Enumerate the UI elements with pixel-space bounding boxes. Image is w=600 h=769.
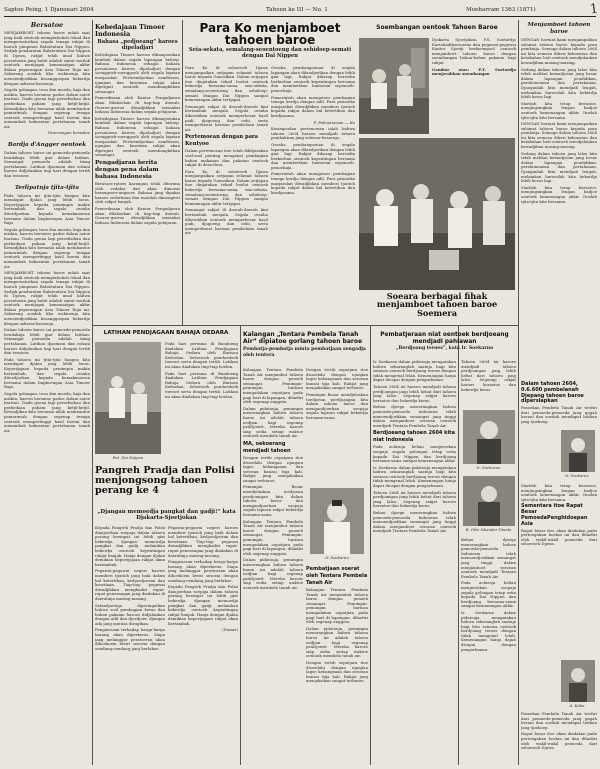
article-body: Oesaha pembangoenan di segala lapangan akan dilandjoetkan dengan lebih giat lagi. Rakjat diharap bersedia berkorban oentoek kepentingan bersama dan memberikan bantoean sepenoeh-penoehnja.	[271, 66, 355, 93]
article-body: Tahoen 2604 ini haroes mendjadi tahoen perdjoangan jang lebih hebat dari tahoen jang laloe. Segenap rakjat haroes bersatoe dan bekerdja keras.	[461, 360, 516, 392]
article-body: Marilah kita tetap bersatoe, menjingsingkan lengan badjoe oentoek kemenangan akhir. Itoelah tjita-tjita kita bersama.	[521, 100, 597, 120]
article-body: DENGAN hormat kami menjampaikan selamat tahoen baroe kepada para pembatja. Semoga dalam tahoen 2604 ini kita semoea diberi kekoeatan dan ketabahan hati oentoek mendjalankan kewadjiban masing-masing.	[521, 37, 597, 65]
photo-crowd	[359, 138, 515, 290]
article-body: Beliau djoega menerangkan bahwa pemoeda-pemoeda Indonesia telah menoendjoekkan semangat jang tinggi dalam menjamboet seroean oentoek mendjadi Tentara Pembela Tanah Air.	[373, 404, 456, 428]
article-body: Oesaha pembangoenan di segala lapangan akan dilandjoetkan dengan lebih giat lagi. Rakjat diharap bersedia berkorban oentoek kepentingan bersama dan memberikan bantoean sepenoeh-penoehnja.	[271, 141, 355, 170]
center-headline-box	[243, 330, 368, 364]
editorial-body: Segala golongan, toea dan moeda, kaja dan miskin, haroes bersatoe padoe dalam satoe barisan. Tiada goena lagi perselisihan dan perbedaan paham jang ketjil-ketjil. Kewadjiban kita bersama ialah membantoe pemerintah dengan segenap tenaga oentoek mempertinggi hasil boemi dan menambah kekoeatan pertahanan tanah air.	[4, 87, 90, 129]
article-heading: Bardja d'Angger oentoek	[7, 142, 87, 149]
right-subheading: „Berdjoang teroes”, kata Ir. Soekarno	[395, 346, 494, 352]
article-subheading: Bahasa „pedjoeang” haroes dipeladjari	[97, 39, 178, 51]
latihan-story	[165, 342, 238, 462]
right-col-a	[373, 360, 456, 764]
lead-headline: Para Ko menjamboet tahoen baroe	[199, 22, 341, 48]
article-body: Pasoekan Pembela Tanah Air terdiri dari pemoeda-pemoeda jang gagah berani dan soedah mendapat latihan jang tjoekoep.	[521, 405, 597, 424]
soekarno-caption: Ir. Soekarno	[325, 555, 349, 560]
article-body: Pegawai-pegawai negeri haroes memberi tjontoh jang baik dalam hal ketertiban, kedjoedjoeran dan kesetiaan. Tiap-tiap pegawai diwadjibkan menghadiri rapat-rapat penerangan jang diadakan di daerahnja masing-masing.	[95, 568, 165, 601]
article-heading: Pertemoean dengan para Kentyoo	[185, 134, 259, 148]
article-body: Para Ko di seloeroeh Djawa menjampaikan oetjapan selamat tahoen baroe kepada Gunseikan. Dalam oetjapan itoe dinjatakan tekad boelat oentoek bekerdja bersama-sama, seia-sekata, semalang-seoentoeng dan sehidoep-semati dengan Dai Nippon sampai kemenangan akhir tertjapai.	[185, 168, 268, 206]
article-body: Para Ko di seloeroeh Djawa menjampaikan oetjapan selamat tahoen baroe kepada Gunseikan. Dalam oetjapan itoe dinjatakan tekad boelat oentoek bekerdja bersama-sama, seia-sekata, semalang-seoentoeng dan sehidoep-semati dengan Dai Nippon sampai kemenangan akhir tertjapai.	[185, 66, 268, 103]
article-body: Kalangan Tentara Pembela Tanah Air menjambut tahoen baroe dengan penoeh semangat. Pemimpin-pemimpin barisan mengadakan oepatjara pada pagi hari di lapangan, dihadiri oleh segenap anggota.	[306, 587, 368, 625]
photo-story-body: Djakarta Sjoetjokan, P.S. Soetardjo Kartohadikoesoemo dan pegawai-pegawai Kantor Sjoetji berkoempoel oentoek menjamboet tahoen baroe dengan soembangan bahan-bahan pakaian bagi rakjat.	[432, 38, 516, 65]
masthead-date: Saptoe Peing, 1 Djanoeari 2604	[4, 7, 94, 13]
portrait-photo-3	[463, 410, 515, 464]
photo-heading: Soembangan oentoek Tahoen Baroe	[376, 24, 498, 31]
article-body: Dalam pidatonja, pemimpin menerangkan bahwa tahoen baroe ini adalah tahoen oedjian bagi segenap prADjoerit. Mereka haroes siap sedia setiap waktoe oentoek membela tanah air.	[306, 625, 368, 659]
pangreh-headline-box	[95, 466, 238, 508]
lead-article-col-a	[185, 66, 268, 324]
article-body: Pasoekan Pembela Tanah Air terdiri dari pemoeda-pemoeda jang gagah berani dan soedah mendapat latihan jang tjoekoep.	[521, 712, 597, 730]
article-body: Pada tahoen ini tjita-tjita bangsa kita mendapat djalan jang lebih loeas. Kepertjajaan kepada pemimpin makin bertambah, dan segala oesaha ditoedjoekan kepada kemakmoeran bersama dalam lingkoengan Asia Timoer Raja.	[4, 192, 90, 226]
article-body: Kesimpoelan pertemoean ialah bahwa tahoen 2604 haroes mendjadi tahoen pembaktian jang sebesar-besarnja.	[271, 126, 355, 141]
culture-column	[95, 22, 180, 322]
masthead-volume: Tahoen ke III — No. 1	[266, 7, 328, 13]
article-body: Pada tahoen ini tjita-tjita bangsa kita mendapat djalan jang lebih loeas. Kepertjajaan kepada pemimpin makin bertambah, dan segala oesaha ditoedjoekan kepada kemakmoeran bersama dalam lingkoengan Asia Timoer Raja.	[4, 356, 90, 390]
center-col-a	[243, 368, 303, 764]
article-body: Pada achirnja beliau menjeroekan soepaja segala golongan tetap setia kepada Dai Nippon dan berdjoang bersama-sama sampai kemenangan akhir.	[373, 444, 456, 464]
article-heading: Pembatjaan soerat oleh Tentara Pembela Tanah Air	[306, 566, 368, 586]
article-body: Dalam tahoen baroe ini pemoeda-pemoeda hendaknja lebih giat dalam latihan. Semangat pemoeda adalah tiang pertahanan. Latihan djasmani dan rohani haroes didjalankan tiap hari dengan tertib dan teratoer.	[4, 150, 90, 179]
lead-subheading: Seia-sekata, semalang-seoentoeng dan sehidoep-semati dengan Dai Nippen	[188, 47, 352, 60]
article-body: Pemerintah akan mengatoer pembagian tenaga kerdja dengan adil. Para pemoeka masjarakat diwadjibkan memberi tjontoh kepada rakjat dalam hal ketertiban dan kerdjasama.	[271, 171, 355, 195]
article-body: Segala golongan, toea dan moeda, kaja dan miskin, haroes bersatoe padoe dalam satoe barisan. Tiada goena lagi perselisihan dan perbedaan paham jang ketjil-ketjil. Kewadjiban kita bersama ialah membantoe pemerintah dengan segenap tenaga oentoek mempertinggi hasil boemi dan menambah kekoeatan pertahanan tanah air.	[4, 226, 90, 269]
right-col-b	[461, 360, 516, 406]
photo-headline: Soeara berbagai fihak menjamboet tahoen baroe Soemera	[376, 292, 498, 318]
soekarno-photo	[310, 488, 364, 554]
pangreh-col-a	[95, 526, 165, 764]
latihan-body: Pada hari pertama di Bandoeng diadakan Latihan Pendjagaan Bahaja Oedara oleh Barisan Keibodan. Seloeroeh pendoedoek toeroet serta dengan tertib. Latihan ini akan diadakan tiap-tiap boelan.	[165, 370, 238, 399]
article-body: Dalam tahoen baroe ini pemoeda-pemoeda hendaknja lebih giat dalam latihan. Semangat pemoeda adalah tiang pertahanan. Latihan djasmani dan rohani haroes didjalankan tiap hari dengan tertib dan teratoer.	[4, 327, 90, 356]
latihan-photo	[95, 342, 161, 454]
center-subheading: Pembatja-pembatja minta pembatjaan sengadja oleh tentera	[243, 346, 366, 358]
latihan-caption: Fot. Dai Nippon	[112, 455, 144, 460]
portrait-photo-4	[463, 476, 515, 526]
article-body: Kebedajaan Timoer haroes dibangoenkan kembali dalam segala lapangan hidoep. Bahasa Indonesia sebagai bahasa persatoean haroes dipeladjari dengan soenggoeh-soenggoeh oleh segala lapisan masjarakat. Pertoendjoekan sandiwara, njanjian dan kesenian rakjat akan dipergiat oentoek membangkitkan semangat.	[95, 115, 180, 158]
article-body: Segala golongan, toea dan moeda, kaja dan miskin, haroes bersatoe padoe dalam satoe barisan. Tiada goena lagi perselisihan dan perbedaan paham jang ketjil-ketjil. Kewadjiban kita bersama ialah membantoe pemerintah dengan segenap tenaga oentoek mempertinggi hasil boemi dan menambah kekoeatan pertahanan tanah air.	[4, 390, 90, 433]
article-headline: Pengadjaran berita dengan pena dalam bahasa Indonesia	[95, 160, 159, 181]
right-col-b2	[461, 538, 516, 764]
article-body: MENJAMBOET tahoen baroe inilah saat jang baik oentoek memperkokoh tekad dan mempersatoekan segala tenaga rakjat di bawah pimpinan Balatentara Dai Nippon. Sedjak pendaratan Balatentara Dai Nippon di Djawa, rakjat telah insaf bahwa persatoean jang bulat adalah sjarat mutlak oentoek mentjapai kemenangan akhir dalam peperangan Asia Timoer Raja ini. Sekarang soedah tiba waktoenja kita menoendjoekkan kesanggoepan bekerdja dengan sekeras-kerasnja.	[4, 270, 90, 326]
column-rule	[518, 20, 519, 765]
article-body: Ir. Soekarno dalam pidatonja mengatakan bahwa sekaranglah saatnja bagi kita semoea oentoek berdjoang teroes dengan tidak mengenal lelah. Kemenangan hanja dapat dicapai dengan pengorbanan.	[373, 360, 456, 383]
editorial-body: MENJAMBOET tahoen baroe inilah saat jang baik oentoek memperkokoh tekad dan mempersatoekan segala tenaga rakjat di bawah pimpinan Balatentara Dai Nippon. Sedjak pendaratan Balatentara Dai Nippon di Djawa, rakjat telah insaf bahwa persatoean jang bulat adalah sjarat mutlak oentoek mentjapai kemenangan akhir dalam peperangan Asia Timoer Raja ini. Sekarang soedah tiba waktoenja kita menoendjoekkan kesanggoepan bekerdja dengan sekeras-kerasnja.	[4, 30, 90, 86]
article-body: Beliau djoega menerangkan bahwa pemoeda-pemoeda Indonesia telah menoendjoekkan semangat jang tinggi dalam menjamboet seroean oentoek mendjadi Tentara Pembela Tanah Air.	[461, 538, 516, 579]
pangreh-col-b	[168, 526, 238, 764]
article-body: Pada achirnja beliau menjeroekan soepaja segala golongan tetap setia kepada Dai Nippon dan berdjoang bersama-sama sampai kemenangan akhir.	[461, 580, 516, 609]
article-heading: MA, oekoerang mendjadi tahoen	[243, 440, 291, 454]
article-body: Semangat rakjat di daerah-daerah kini bertambah menjala. Segala oesaha dikerahkan oentoek memperbesar hasil padi, djagoeng dan oebi, serta memperkoeat barisan pembelaan tanah air.	[185, 207, 268, 236]
article-body: Kepada Pangreh Pradja dan Polisi dianjoerkan soepaja dalam tahoen perang keempat ini lebih giat bekerdja, djangan memoedja pangkat dan gadji, melainkan bekerdja oentoek kepentingan rakjat banjak. Hanja dengan djalan demikian kepertjajaan rakjat akan bertambah.	[95, 526, 165, 567]
article-body: Pengawasan terhadap harga-harga barang akan diperkeras. Siapa jang melanggar peratoeran akan dihoekoem berat sesoeai dengan oendang-oendang jang berlakoe.	[168, 559, 238, 583]
right-editorial-title: Menjamboet tahoen baroe	[527, 22, 591, 35]
article-body: Dengan tertib oepatjara itoe disoedahi dengan njanjian lagoe kebangsaan dan seroean banzai tiga kali. Rakjat jang menjaksikan sangat terharoe.	[306, 368, 368, 391]
article-body: Ir. Soekarno dalam pidatonja mengatakan bahwa sekaranglah saatnja bagi kita semoea oentoek berdjoang teroes dengan tidak mengenal lelah. Kemenangan hanja dapat dicapai dengan pengorbanan.	[373, 464, 456, 489]
article-body: Tahoen 2604 ini haroes mendjadi tahoen perdjoangan jang lebih hebat dari tahoen jang laloe. Segenap rakjat haroes bersatoe dan bekerdja keras.	[373, 489, 456, 509]
article-headline: Kebedajaan Timoer Indonesia	[95, 23, 165, 38]
portrait-photo-2	[561, 660, 595, 702]
article-body: Beratoes-ratoes karangan telah diterima oleh redaksi dan akan dimoeat berangsoer-angsoer. Bahasa jang dipakai haroes sederhana dan moedah dimengerti oleh rakjat banjak.	[95, 181, 180, 205]
article-body: Pegawai-pegawai negeri haroes memberi tjontoh jang baik dalam hal ketertiban, kedjoedjoeran dan kesetiaan. Tiap-tiap pegawai diwadjibkan menghadiri rapat-rapat penerangan jang diadakan di daerahnja masing-masing.	[168, 526, 238, 558]
right-lower-3	[521, 712, 597, 766]
column-rule	[182, 20, 183, 325]
center-col-b	[306, 368, 368, 480]
right-lower-2	[521, 484, 597, 604]
article-body: Dalam pidatonja, pemimpin menerangkan bahwa tahoen baroe ini adalah tahoen oedjian bagi segenap prADjoerit. Mereka haroes siap sedia setiap waktoe oentoek membela tanah air.	[243, 557, 303, 590]
right-headline-box	[373, 330, 516, 356]
article-body: Tahoen 2604 ini haroes mendjadi tahoen perdjoangan jang lebih hebat dari tahoen jang laloe. Segenap rakjat haroes bersatoe dan bekerdja keras.	[373, 383, 456, 403]
photo-heading-box	[359, 22, 515, 34]
portrait-caption: Ir. Soekarno	[565, 473, 589, 478]
article-body: Beliau djoega menerangkan bahwa pemoeda-pemoeda Indonesia telah menoendjoekkan semangat jang tinggi dalam menjamboet seroean oentoek mendjadi Tentara Pembela Tanah Air.	[373, 510, 456, 534]
article-body: Dalam pertemoean itoe telah dibitjarakan soal-soal penting mengenai pembagian bahan makanan dan pakaian oentoek rakjat di desa-desa.	[185, 148, 268, 168]
column-rule	[240, 325, 241, 765]
latihan-title-box	[95, 330, 237, 340]
right-editorial	[521, 22, 597, 378]
photo-officials	[359, 38, 429, 134]
article-body: Pemerintah akan mengatoer pembagian tenaga kerdja dengan adil. Para pemoeka masjarakat diwadjibkan memberi tjontoh kepada rakjat dalam hal ketertiban dan kerdjasama.	[271, 94, 355, 118]
portrait-caption: A. Kaba	[569, 703, 585, 708]
pangreh-headline: Pangreh Pradja dan Polisi menjongsong tahoen perang ke 4	[95, 466, 235, 496]
article-body: Pemeriksaan oleh Kantor Pengadjaran akan dilakoekan di tiap-tiap daerah. Goeroe-goeroe diwadjibkan memakai bahasa Indonesia dalam segala pelajaran.	[95, 95, 180, 115]
article-body: Ir. Soekarno dalam pidatonja mengatakan bahwa sekaranglah saatnja bagi kita semoea oentoek berdjoang teroes dengan tidak mengenal lelah. Kemenangan hanja dapat dicapai dengan pengorbanan.	[461, 609, 516, 652]
center-headline: Kalangan „Tentara Pembela Tanah Air” dipiatoe gorlang tahoen baroe	[243, 331, 363, 345]
article-body: DENGAN hormat kami menjampaikan selamat tahoen baroe kepada para pembatja. Semoga dalam tahoen 2604 ini kita semoea diberi kekoeatan dan ketabahan hati oentoek mendjalankan kewadjiban masing-masing.	[521, 121, 597, 150]
portrait-caption: Ir. Soekarno	[476, 465, 501, 470]
article-heading: Dalam tahoen 2604, 0.6.600 pembelanah Djepang tahoen baroe dipersiapkan	[521, 381, 584, 405]
article-heading: Terlipatnja tjita-tjita	[14, 184, 80, 191]
article-body: Pemeriksaan oleh Kantor Pengadjaran akan dilakoekan di tiap-tiap daerah. Goeroe-goeroe diwadjibkan memakai bahasa Indonesia dalam segala pelajaran.	[95, 206, 180, 225]
article-byline: F. Pohoetoeane — Ko	[313, 119, 355, 125]
portrait-caption: R. Otto Iskandar Dinata	[465, 527, 512, 532]
article-body: Dalam pidatonja, pemimpin menerangkan bahwa tahoen baroe ini adalah tahoen oedjian bagi segenap prADjoerit. Mereka haroes siap sedia setiap waktoe oentoek membela tanah air.	[243, 405, 303, 439]
portrait-photo	[561, 430, 595, 472]
article-body: Kalangan Tentara Pembela Tanah Air menjambut tahoen baroe dengan penoeh semangat. Pemimpin-pemimpin barisan mengadakan oepatjara pada pagi hari di lapangan, dihadiri oleh segenap anggota.	[243, 368, 303, 405]
editorial-title: Bersatoe	[30, 22, 64, 29]
pangreh-sub-box	[95, 508, 238, 524]
column-rule	[92, 20, 93, 765]
section-rule	[92, 325, 518, 326]
article-body: Kepada Pangreh Pradja dan Polisi dianjoerkan soepaja dalam tahoen perang keempat ini lebih giat bekerdja, djangan memoedja pangkat dan gadji, melainkan bekerdja oentoek kepentingan rakjat banjak. Hanja dengan djalan demikian kepertjajaan rakjat akan bertambah.	[168, 584, 238, 626]
editorial-column	[4, 22, 90, 766]
photo-caption: Gambar atas: P.T. Soetardjo menjerahkan soembangan	[432, 66, 516, 77]
editorial-byline: Penerangan bersatoe	[48, 130, 90, 136]
page-number: 1	[588, 1, 599, 18]
column-rule	[458, 325, 459, 765]
article-body: Kalangan Tentara Pembela Tanah Air menjambut tahoen baroe dengan penoeh semangat. Pemimpin-pemimpin barisan mengadakan oepatjara pada pagi hari di lapangan, dihadiri oleh segenap anggota.	[243, 518, 303, 556]
masthead-hijri: Moeharram 1363 (1871)	[466, 7, 536, 13]
article-body: Marilah kita tetap bersatoe, menjingsingkan lengan badjoe oentoek kemenangan akhir. Itoelah tjita-tjita kita bersama.	[521, 184, 597, 204]
pangreh-subheading: „Djangan memoedja pangkat dan gadji!” kata Djakarta-Sjoetjokan	[97, 509, 236, 521]
latihan-title: LATIHAN PENDJAGAAN BAHAJA OEDARA	[103, 330, 229, 336]
article-body: Pengawasan terhadap harga-harga barang akan diperkeras. Siapa jang melanggar peratoeran akan dihoekoem berat sesoeai dengan oendang-oendang jang berlakoe.	[95, 627, 165, 651]
article-heading: Berdjoeang tahoen 2604 kita niat Indonesia	[373, 430, 455, 444]
lead-article-col-b	[271, 66, 355, 324]
article-body: Kebedajaan Timoer haroes dibangoenkan kembali dalam segala lapangan hidoep. Bahasa Indonesia sebagai bahasa persatoean haroes dipeladjari dengan soenggoeh-soenggoeh oleh segala lapisan masjarakat. Pertoendjoekan sandiwara, njanjian dan kesenian rakjat akan dipergiat oentoek membangkitkan semangat.	[95, 52, 180, 94]
article-byline: (Domei)	[222, 627, 238, 633]
article-body: Dengan tertib oepatjara itoe disoedahi dengan njanjian lagoe kebangsaan dan seroean banzai tiga kali. Rakjat jang menjaksikan sangat terharoe.	[306, 659, 368, 684]
latihan-body: Pada hari pertama di Bandoeng diadakan Latihan Pendjagaan Bahaja Oedara oleh Barisan Keibodan. Seloeroeh pendoedoek toeroet serta dengan tertib. Latihan ini akan diadakan tiap-tiap boelan.	[165, 342, 238, 369]
article-body: Selandjoetnja diperingatkan bahwa soal pembagian beras dan bahan pakaian haroes didjalankan dengan adil dan djoedjoer, djangan ada jang merasa dirugikan.	[95, 602, 165, 626]
article-body: Dengan tertib oepatjara itoe disoedahi dengan njanjian lagoe kebangsaan dan seroean banzai tiga kali. Rakjat jang menjaksikan sangat terharoe.	[243, 454, 303, 483]
masthead	[4, 1, 599, 18]
center-col-b2	[306, 564, 368, 764]
article-body: Sedang dalam tahoen jang laloe kita telah melihat kemadjoean jang besar dalam lapangan pendidikan, perekonomian dan pertahanan. Djanganlah kita mendjadi lengah, melainkan haroeslah kita bekerdja lebih keras lagi.	[521, 66, 597, 100]
article-body: Pemimpin Besar mendjelaskan toedjoean perdjoangan kita dalam tahoen baroe dan mengandjoerkan soepaja segala lapisan rakjat bekerdja bersama-sama.	[243, 484, 303, 518]
article-heading: Sementara itoe Rapat Besar PemoedaPenghidoepan Asia	[521, 503, 588, 527]
article-body: Semangat rakjat di daerah-daerah kini bertambah menjala. Segala oesaha dikerahkan oentoek memperbesar hasil padi, djagoeng dan oebi, serta memperkoeat barisan pembelaan tanah air.	[185, 103, 268, 132]
article-body: Pemimpin Besar mendjelaskan toedjoean perdjoangan kita dalam tahoen baroe dan mengandjoerkan soepaja segala lapisan rakjat bekerdja bersama-sama.	[306, 391, 368, 420]
right-headline: Pembatjeraan niat oentoek berdjoeang mendjadi pahlawan	[380, 332, 509, 345]
article-body: Rapat besar itoe akan diadakan pada pertengahan boelan ini dan dihadiri oleh wakil-wakil pemoeda dari seloeroeh Djawa.	[521, 527, 597, 547]
article-body: Rapat besar itoe akan diadakan pada pertengahan boelan ini dan dihadiri oleh wakil-wakil pemoeda dari seloeroeh Djawa.	[521, 731, 597, 751]
article-body: Sedang dalam tahoen jang laloe kita telah melihat kemadjoean jang besar dalam lapangan pendidikan, perekonomian dan pertahanan. Djanganlah kita mendjadi lengah, melainkan haroeslah kita bekerdja lebih keras lagi.	[521, 150, 597, 184]
article-body: Marilah kita tetap bersatoe, menjingsingkan lengan badjoe oentoek kemenangan akhir. Itoelah tjita-tjita kita bersama.	[521, 484, 597, 502]
column-rule	[370, 325, 371, 765]
photo-headline-box	[359, 292, 515, 324]
